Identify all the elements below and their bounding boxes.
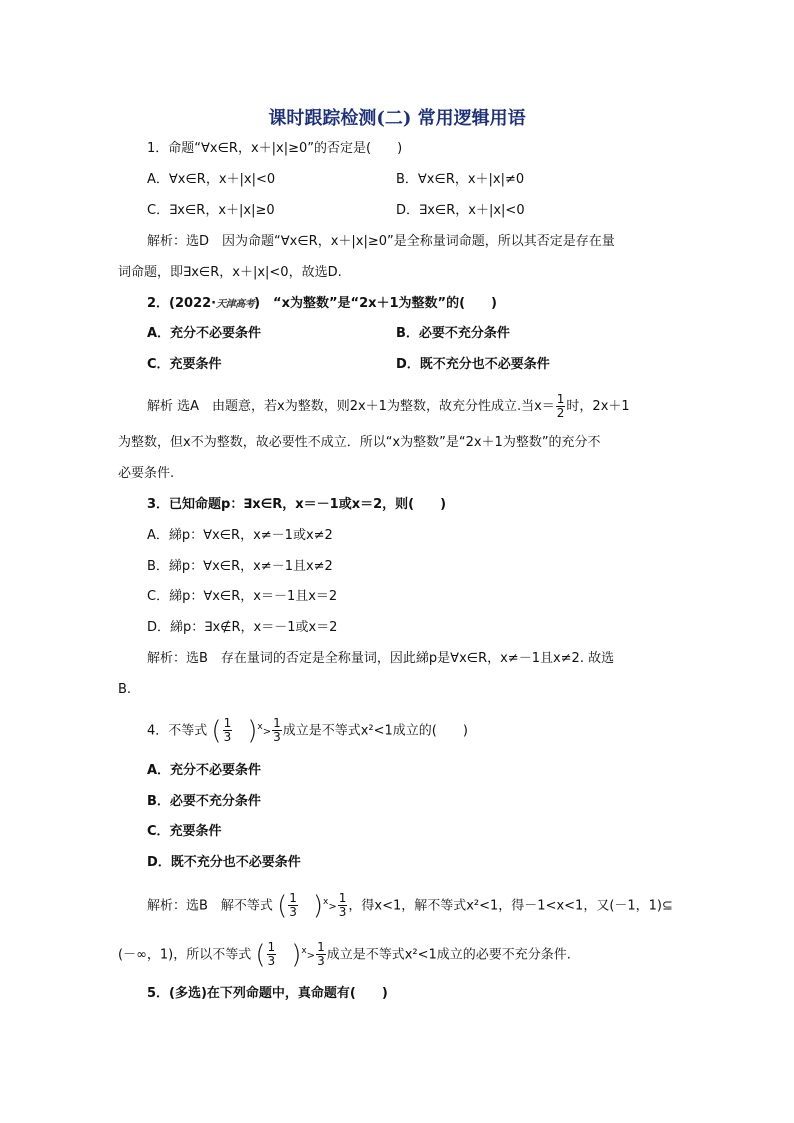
question-1-option-d: D．∃x∈R，x＋|x|<0 [396, 203, 525, 218]
question-1-option-c: C．∃x∈R，x＋|x|≥0 [147, 203, 275, 218]
question-2-option-c: C．充要条件 [147, 357, 222, 372]
fraction-one-third: $\frac{1}{3}$ [273, 716, 281, 745]
question-4-option-c: C．充要条件 [147, 824, 222, 839]
question-2-analysis-line2: 为整数，但x不为整数，故必要性不成立．所以“x为整数”是“2x＋1为整数”的充分不 [118, 435, 601, 450]
exponent-x: x [257, 722, 263, 732]
question-1-analysis-line2: 词命题，即∃x∈R，x＋|x|<0，故选D. [118, 265, 342, 280]
question-4-option-a: A．充分不必要条件 [147, 763, 262, 778]
question-2-stem [147, 295, 497, 313]
question-3-stem: 3．已知命题p：∃x∈R，x＝－1或x＝2，则( ) [147, 497, 447, 512]
question-4-analysis-text-c: (－∞，1)，所以不等式 [118, 947, 252, 963]
question-2-stem-suffix: ) “x为整数”是“2x＋1为整数”的( ) [254, 296, 497, 311]
question-3-option-b: B．綈p：∀x∈R，x≠－1且x≠2 [147, 559, 333, 574]
question-4-option-d: D．既不充分也不必要条件 [147, 855, 301, 870]
question-2-option-b: B．必要不充分条件 [396, 326, 510, 341]
question-2-stem-prefix: 2．(2022· [147, 296, 217, 311]
question-2-analysis-line3: 必要条件. [118, 466, 175, 481]
page-title: 课时跟踪检测(二) 常用逻辑用语 [268, 108, 526, 129]
fraction-denominator: 2 [556, 406, 565, 420]
inequality-base-one-third: ( $\frac{1}{3}$ ) [255, 939, 302, 970]
question-5-stem: 5．(多选)在下列命题中，真命题有( ) [147, 986, 388, 1001]
question-4-analysis-line1: 解析：选B 解不等式 ( $\frac{1}{3}$ ) $^x$> $\frac{1}{3}$ ，得x<1，解不等式x²<1，得－1<x<1，又(－1，1)⊆ [147, 890, 673, 921]
question-3-option-a: A．綈p：∀x∈R，x≠－1或x≠2 [147, 528, 333, 543]
question-3-analysis-line1: 解析：选B 存在量词的否定是全称量词，因此綈p是∀x∈R，x≠－1且x≠2. 故选 [147, 651, 615, 666]
question-4-analysis-text-d: 成立是不等式x²<1成立的必要不充分条件. [326, 947, 571, 963]
question-1-stem: 1．命题“∀x∈R，x＋|x|≥0”的否定是( ) [147, 141, 403, 156]
question-4-analysis-text-b: ，得x<1，解不等式x²<1，得－1<x<1，又(－1，1)⊆ [348, 898, 673, 914]
question-4-stem-text-a: 4．不等式 [147, 723, 208, 739]
question-3-option-c: C．綈p：∀x∈R，x＝－1且x＝2 [147, 589, 338, 604]
inequality-base-one-third: ( $\frac{1}{3}$ ) [277, 890, 324, 921]
question-2-analysis-line1 [147, 393, 630, 420]
question-4-analysis-line2: (－∞，1)，所以不等式 ( $\frac{1}{3}$ ) $^x$> $\frac{1}{3}$ 成立是不等式x²<1成立的必要不充分条件. [118, 939, 571, 970]
inequality-base-one-third: ( $\frac{1}{3}$ ) [211, 715, 258, 746]
question-4-option-b: B．必要不充分条件 [147, 794, 261, 809]
question-4-analysis-text-a: 解析：选B 解不等式 [147, 898, 273, 914]
question-1-option-b: B．∀x∈R，x＋|x|≠0 [396, 172, 525, 187]
question-4-stem: 4．不等式 ( $\frac{1}{3}$ ) $^x$> $\frac{1}{3}$ 成立是不等式x²<1成立的( ) [147, 715, 468, 746]
question-2-option-d: D．既不充分也不必要条件 [396, 357, 550, 372]
question-2-analysis-text-a: 解析 选A 由题意，若x为整数，则2x＋1为整数，故充分性成立.当x＝ [147, 399, 555, 414]
question-1-analysis-line1: 解析：选D 因为命题“∀x∈R，x＋|x|≥0”是全称量词命题，所以其否定是存在量 [147, 234, 615, 249]
fraction-numerator: 1 [556, 392, 565, 406]
question-4-stem-text-b: 成立是不等式x²<1成立的( ) [282, 723, 468, 739]
question-2-source-stamp: 天津高考 [216, 299, 255, 310]
question-2-option-a: A．充分不必要条件 [147, 326, 262, 341]
fraction-one-half [556, 393, 566, 420]
question-2-analysis-text-b: 时，2x＋1 [566, 399, 630, 414]
question-3-analysis-line2: B. [118, 682, 132, 697]
question-1-option-a: A．∀x∈R，x＋|x|<0 [147, 172, 276, 187]
question-3-option-d: D．綈p：∃x∉R，x＝－1或x＝2 [147, 620, 338, 635]
